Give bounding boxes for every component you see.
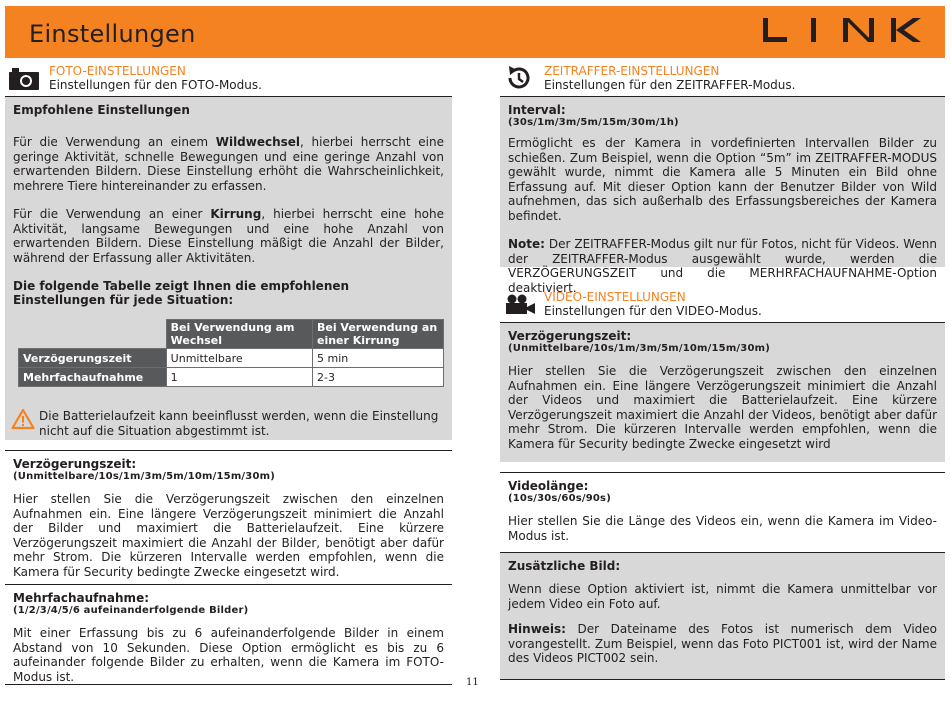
- video-length-heading: Videolänge:: [508, 479, 589, 493]
- recommended-paragraph-2: Für die Verwendung an einer Kirrung, hierbei herrscht eine hohe Aktivität, langsame Bewegungen und eine hohe Anzahl von erwartenden Bildern. Diese Einstellung mäßigt die Anzahl der Bilder, während der Erfassung aller Aktivitäten.: [13, 207, 445, 265]
- video-length-options: (10s/30s/60s/90s): [508, 493, 611, 504]
- table-header-wechsel: Bei Verwendung am Wechsel: [166, 320, 312, 349]
- right-bottom-rule: [500, 679, 945, 680]
- video-length-section: [500, 472, 945, 552]
- extra-photo-heading: Zusätzliche Bild:: [508, 559, 621, 573]
- interval-options: (30s/1m/3m/5m/15m/30m/1h): [508, 117, 679, 128]
- video-section-header: [500, 286, 945, 322]
- recommended-paragraph-1: Für die Verwendung an einem Wildwechsel, hierbei herrscht eine geringe Aktivität, schnelle Bewegungen und eine geringe Anzahl von erwartenden Bildern. Diese Einstellung erhöht die Wahrscheinlichkeit, mehrere Tiere hintereinander zu erfassen.: [13, 135, 444, 193]
- video-camera-icon: [504, 294, 536, 318]
- table-cell: Unmittelbare: [166, 349, 312, 368]
- extra-photo-text: Wenn diese Option aktiviert ist, nimmt die Kamera unmittelbar vor jedem Video ein Foto auf.: [508, 582, 937, 611]
- foto-multi-section: [5, 584, 452, 685]
- video-section-title: VIDEO-EINSTELLUNGEN: [544, 290, 686, 304]
- table-header-kirrung: Bei Verwendung an einer Kirrung: [312, 320, 443, 349]
- interval-note: Note: Der ZEITRAFFER-Modus gilt nur für Fotos, nicht für Videos. Wenn der ZEITRAFFER-Modus ausgewählt wurde, werden die VERZÖGERUNGSZEIT und die MERHRFACHAUFNAHME-Option deaktiviert.: [508, 237, 937, 295]
- foto-section-subtitle: Einstellungen für den FOTO-Modus.: [49, 78, 262, 92]
- table-row: [19, 349, 444, 368]
- timelapse-section-subtitle: Einstellungen für den ZEITRAFFER-Modus.: [544, 78, 796, 92]
- foto-delay-heading: Verzögerungszeit:: [13, 457, 137, 471]
- foto-section-header: [5, 60, 452, 96]
- recommended-heading: Empfohlene Einstellungen: [13, 103, 190, 117]
- interval-text: Ermöglicht es der Kamera in vordefinierten Intervallen Bilder zu schießen. Zum Beispiel, wenn die Option “5m” im ZEITRAFFER-MODUS gewählt wurde, nimmt die Kamera alle 5 Minuten ein Bild ohne Erfassung auf. Mit dieser Option kann der Benutzer Bilder von Wild aufnehmen, das sich außerhalb des Erfassungsbereiches der Kamera befindet.: [508, 136, 937, 223]
- left-column: [5, 60, 452, 685]
- page-header: [5, 6, 945, 58]
- timelapse-icon: [504, 65, 534, 91]
- table-intro: Die folgende Tabelle zeigt Ihnen die empfohlenen Einstellungen für jede Situation:: [13, 279, 350, 307]
- table-cell: 5 min: [312, 349, 443, 368]
- table-row: [19, 368, 444, 387]
- video-section-subtitle: Einstellungen für den VIDEO-Modus.: [544, 304, 762, 318]
- brand-logo: [761, 16, 923, 50]
- table-row-label: Mehrfachaufnahme: [19, 368, 167, 387]
- interval-heading: Interval:: [508, 103, 566, 117]
- foto-multi-options: (1/2/3/4/5/6 aufeinanderfolgende Bilder): [13, 605, 249, 616]
- timelapse-section-header: [500, 60, 945, 96]
- battery-warning: [13, 409, 444, 438]
- foto-multi-text: Mit einer Erfassung bis zu 6 aufeinanderfolgende Bilder in einem Abstand von 10 Sekunden. Diese Option ermöglicht es bis zu 6 aufeinander folgende Bilder zu erhalten, wenn die Kamera im FOTO-Modus ist.: [13, 626, 444, 684]
- table-row-label: Verzögerungszeit: [19, 349, 167, 368]
- foto-section-title: FOTO-EINSTELLUNGEN: [49, 64, 186, 78]
- video-delay-text: Hier stellen Sie die Verzögerungszeit zwischen den einzelnen Aufnahmen ein. Eine längere Verzögerungszeit minimiert die Anzahl der Videos und maximiert die Batterielaufzeit. Eine kürzere Verzögerungszeit maximiert die Anzahl der Videos, benötigt aber dafür mehr Strom. Die kürzeren Intervalle werden empfohlen, wenn die Kamera für Security bedingte Zwecke eingesetzt wird: [508, 364, 937, 451]
- right-column: [500, 60, 945, 680]
- page-number: 11: [466, 677, 479, 688]
- warning-icon: [11, 408, 35, 430]
- table-cell: 1: [166, 368, 312, 387]
- timelapse-interval-box: [500, 96, 945, 295]
- extra-photo-box: [500, 552, 945, 679]
- foto-delay-text: Hier stellen Sie die Verzögerungszeit zwischen den einzelnen Aufnahmen ein. Eine längere Verzögerungszeit minimiert die Anzahl der Bilder und maximiert die Batterielaufzeit. Eine kürzere Verzögerungszeit maximiert die Anzahl der Bilder, benötigt aber dafür mehr Strom. Die kürzeren Intervalle werden empfohlen, wenn die Kamera für Security bedingte Zwecke eingesetzt wird.: [13, 492, 444, 579]
- page-title: Einstellungen: [29, 20, 196, 48]
- camera-icon: [9, 68, 39, 90]
- foto-multi-heading: Mehrfachaufnahme:: [13, 591, 150, 605]
- timelapse-section-title: ZEITRAFFER-EINSTELLUNGEN: [544, 64, 720, 78]
- video-length-text: Hier stellen Sie die Länge des Videos ein, wenn die Kamera im Video-Modus ist.: [508, 514, 937, 543]
- foto-delay-section: [5, 450, 452, 584]
- table-cell: 2-3: [312, 368, 443, 387]
- video-delay-options: (Unmittelbare/10s/1m/3m/5m/10m/15m/30m): [508, 343, 770, 354]
- video-delay-heading: Verzögerungszeit:: [508, 329, 632, 343]
- recommended-table: [18, 319, 444, 387]
- link-logo-icon: [761, 16, 923, 46]
- recommended-settings-box: [5, 96, 452, 440]
- video-delay-box: [500, 322, 945, 462]
- extra-photo-hint: Hinweis: Der Dateiname des Fotos ist numerisch dem Video vorangestellt. Zum Beispiel, wenn das Foto PICT001 ist, wird der Name des Videos PICT002 sein.: [508, 622, 937, 665]
- warning-text: Die Batterielaufzeit kann beeinflusst werden, wenn die Einstellung nicht auf die Situation abgestimmt ist.: [39, 409, 439, 438]
- foto-delay-options: (Unmittelbare/10s/1m/3m/5m/10m/15m/30m): [13, 471, 275, 482]
